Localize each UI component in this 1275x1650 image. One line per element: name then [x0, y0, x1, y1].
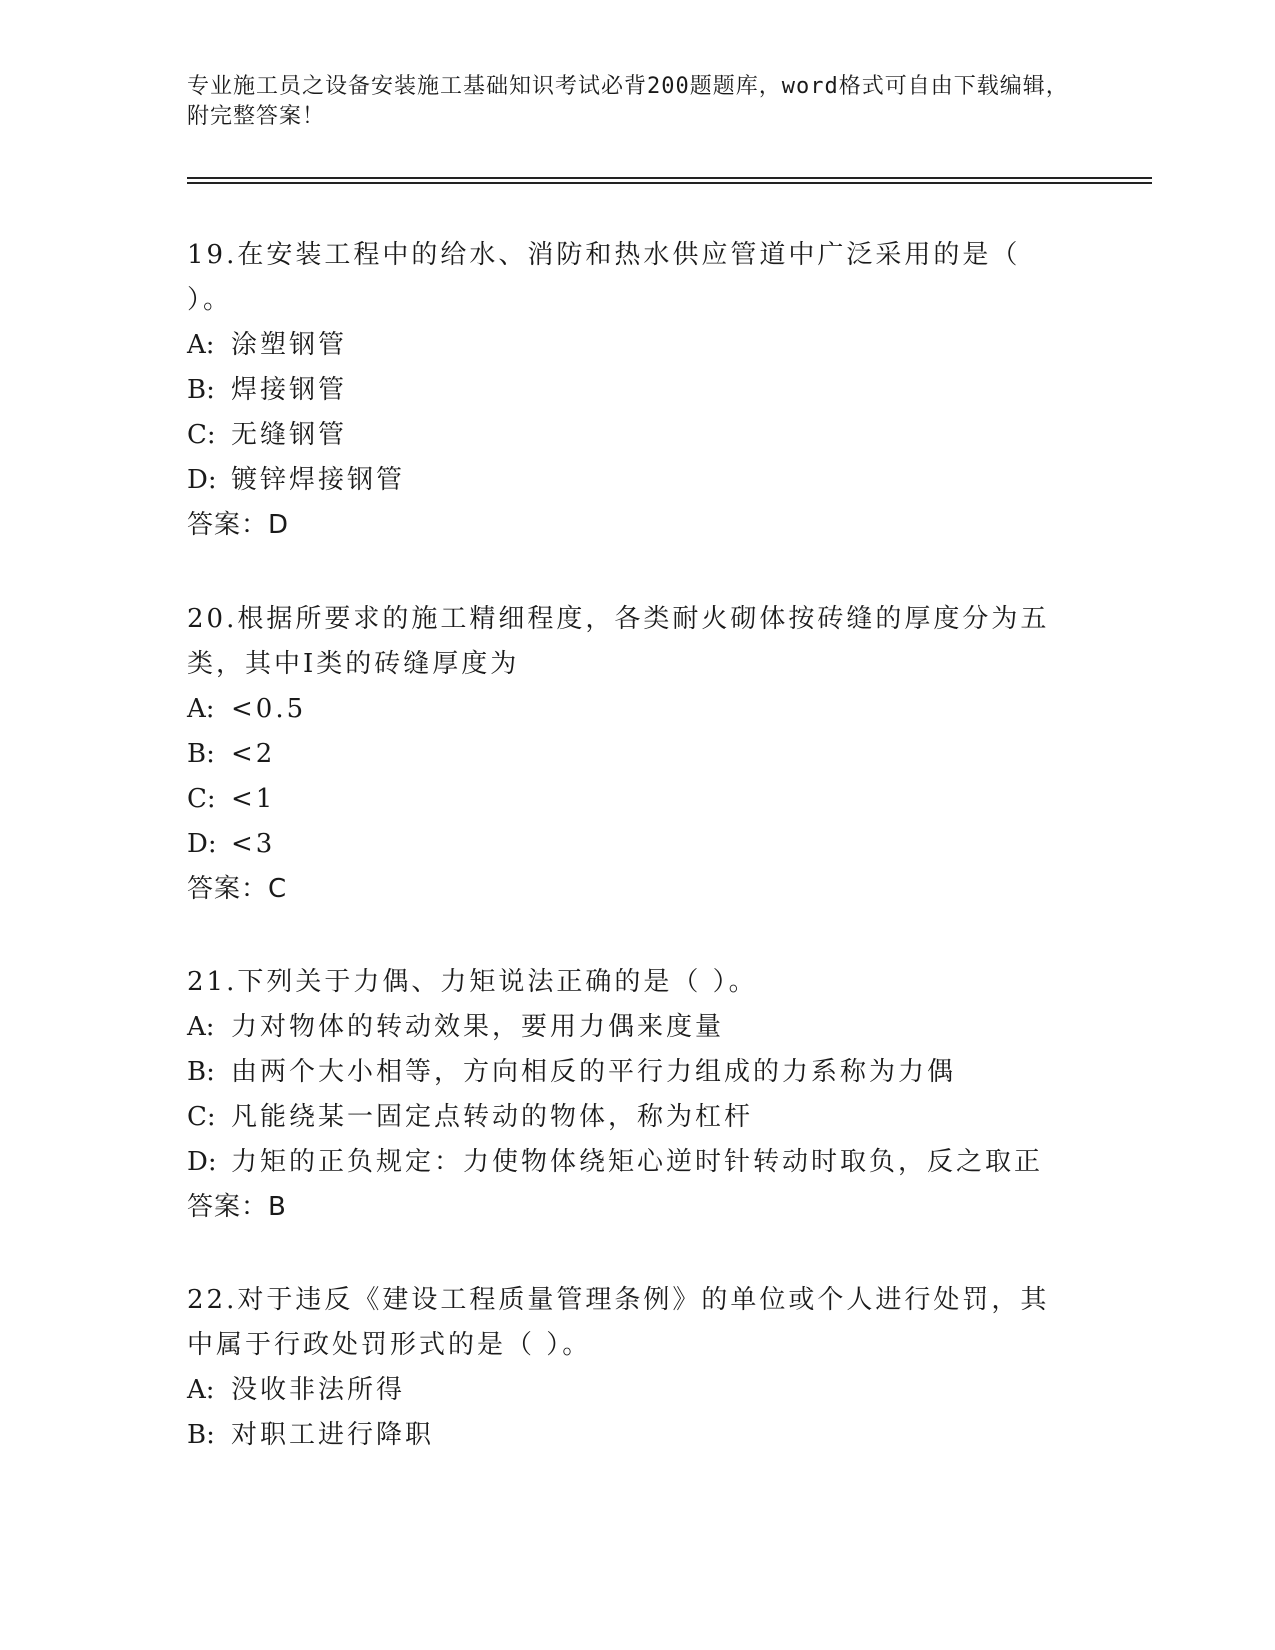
question-stem: 21.下列关于力偶、力矩说法正确的是（ ）。 [187, 967, 758, 997]
option-label: A: [187, 1012, 215, 1042]
option-d [187, 1140, 1087, 1185]
option-text: 涂塑钢管 [231, 330, 348, 360]
option-c [187, 1095, 1087, 1140]
option-label: D: [187, 829, 217, 859]
option-a [187, 1005, 1087, 1050]
question-stem: 19.在安装工程中的给水、消防和热水供应管道中广泛采用的是（ ）。 [187, 240, 1021, 315]
option-b [187, 1050, 1087, 1095]
option-text: 镀锌焊接钢管 [231, 465, 406, 495]
header-divider-bottom [187, 182, 1152, 184]
option-b [187, 732, 1087, 777]
option-text: <2 [231, 739, 276, 769]
option-c [187, 413, 1087, 458]
document-header: 专业施工员之设备安装施工基础知识考试必背200题题库，word格式可自由下载编辑，附完整答案！ [187, 74, 1069, 129]
option-a [187, 1368, 1087, 1413]
option-text: 对职工进行降职 [231, 1420, 435, 1450]
question-22 [187, 1278, 1087, 1458]
option-text: 力矩的正负规定：力使物体绕矩心逆时针转动时取负，反之取正 [231, 1147, 1044, 1177]
answer-line: 答案：D [187, 510, 290, 540]
option-d [187, 822, 1087, 867]
question-stem: 22.对于违反《建设工程质量管理条例》的单位或个人进行处罚，其中属于行政处罚形式的是（ ）。 [187, 1285, 1050, 1360]
option-label: A: [187, 330, 215, 360]
option-text: 没收非法所得 [231, 1375, 406, 1405]
option-label: A: [187, 694, 215, 724]
option-text: <0.5 [231, 694, 307, 724]
option-label: C: [187, 1102, 216, 1132]
option-d [187, 458, 1087, 503]
option-b [187, 368, 1087, 413]
option-text: 无缝钢管 [231, 420, 348, 450]
answer-line: 答案：C [187, 874, 288, 904]
option-a [187, 687, 1087, 732]
option-text: 由两个大小相等，方向相反的平行力组成的力系称为力偶 [231, 1057, 957, 1087]
option-c [187, 777, 1087, 822]
option-label: B: [187, 1420, 215, 1450]
option-a [187, 323, 1087, 368]
option-b [187, 1413, 1087, 1458]
question-stem: 20.根据所要求的施工精细程度，各类耐火砌体按砖缝的厚度分为五类，其中Ⅰ类的砖缝厚度为 [187, 604, 1050, 679]
option-text: 力对物体的转动效果，要用力偶来度量 [231, 1012, 725, 1042]
question-21 [187, 960, 1087, 1230]
option-text: 凡能绕某一固定点转动的物体，称为杠杆 [231, 1102, 754, 1132]
option-label: B: [187, 1057, 215, 1087]
option-text: <1 [231, 784, 276, 814]
question-20 [187, 597, 1087, 912]
option-label: D: [187, 1147, 217, 1177]
header-divider-top [187, 177, 1152, 179]
option-label: C: [187, 784, 216, 814]
question-19 [187, 233, 1087, 548]
option-label: A: [187, 1375, 215, 1405]
option-label: C: [187, 420, 216, 450]
option-text: <3 [231, 829, 276, 859]
option-label: B: [187, 739, 215, 769]
option-label: D: [187, 465, 217, 495]
answer-line: 答案：B [187, 1192, 287, 1222]
option-label: B: [187, 375, 215, 405]
option-text: 焊接钢管 [231, 375, 348, 405]
